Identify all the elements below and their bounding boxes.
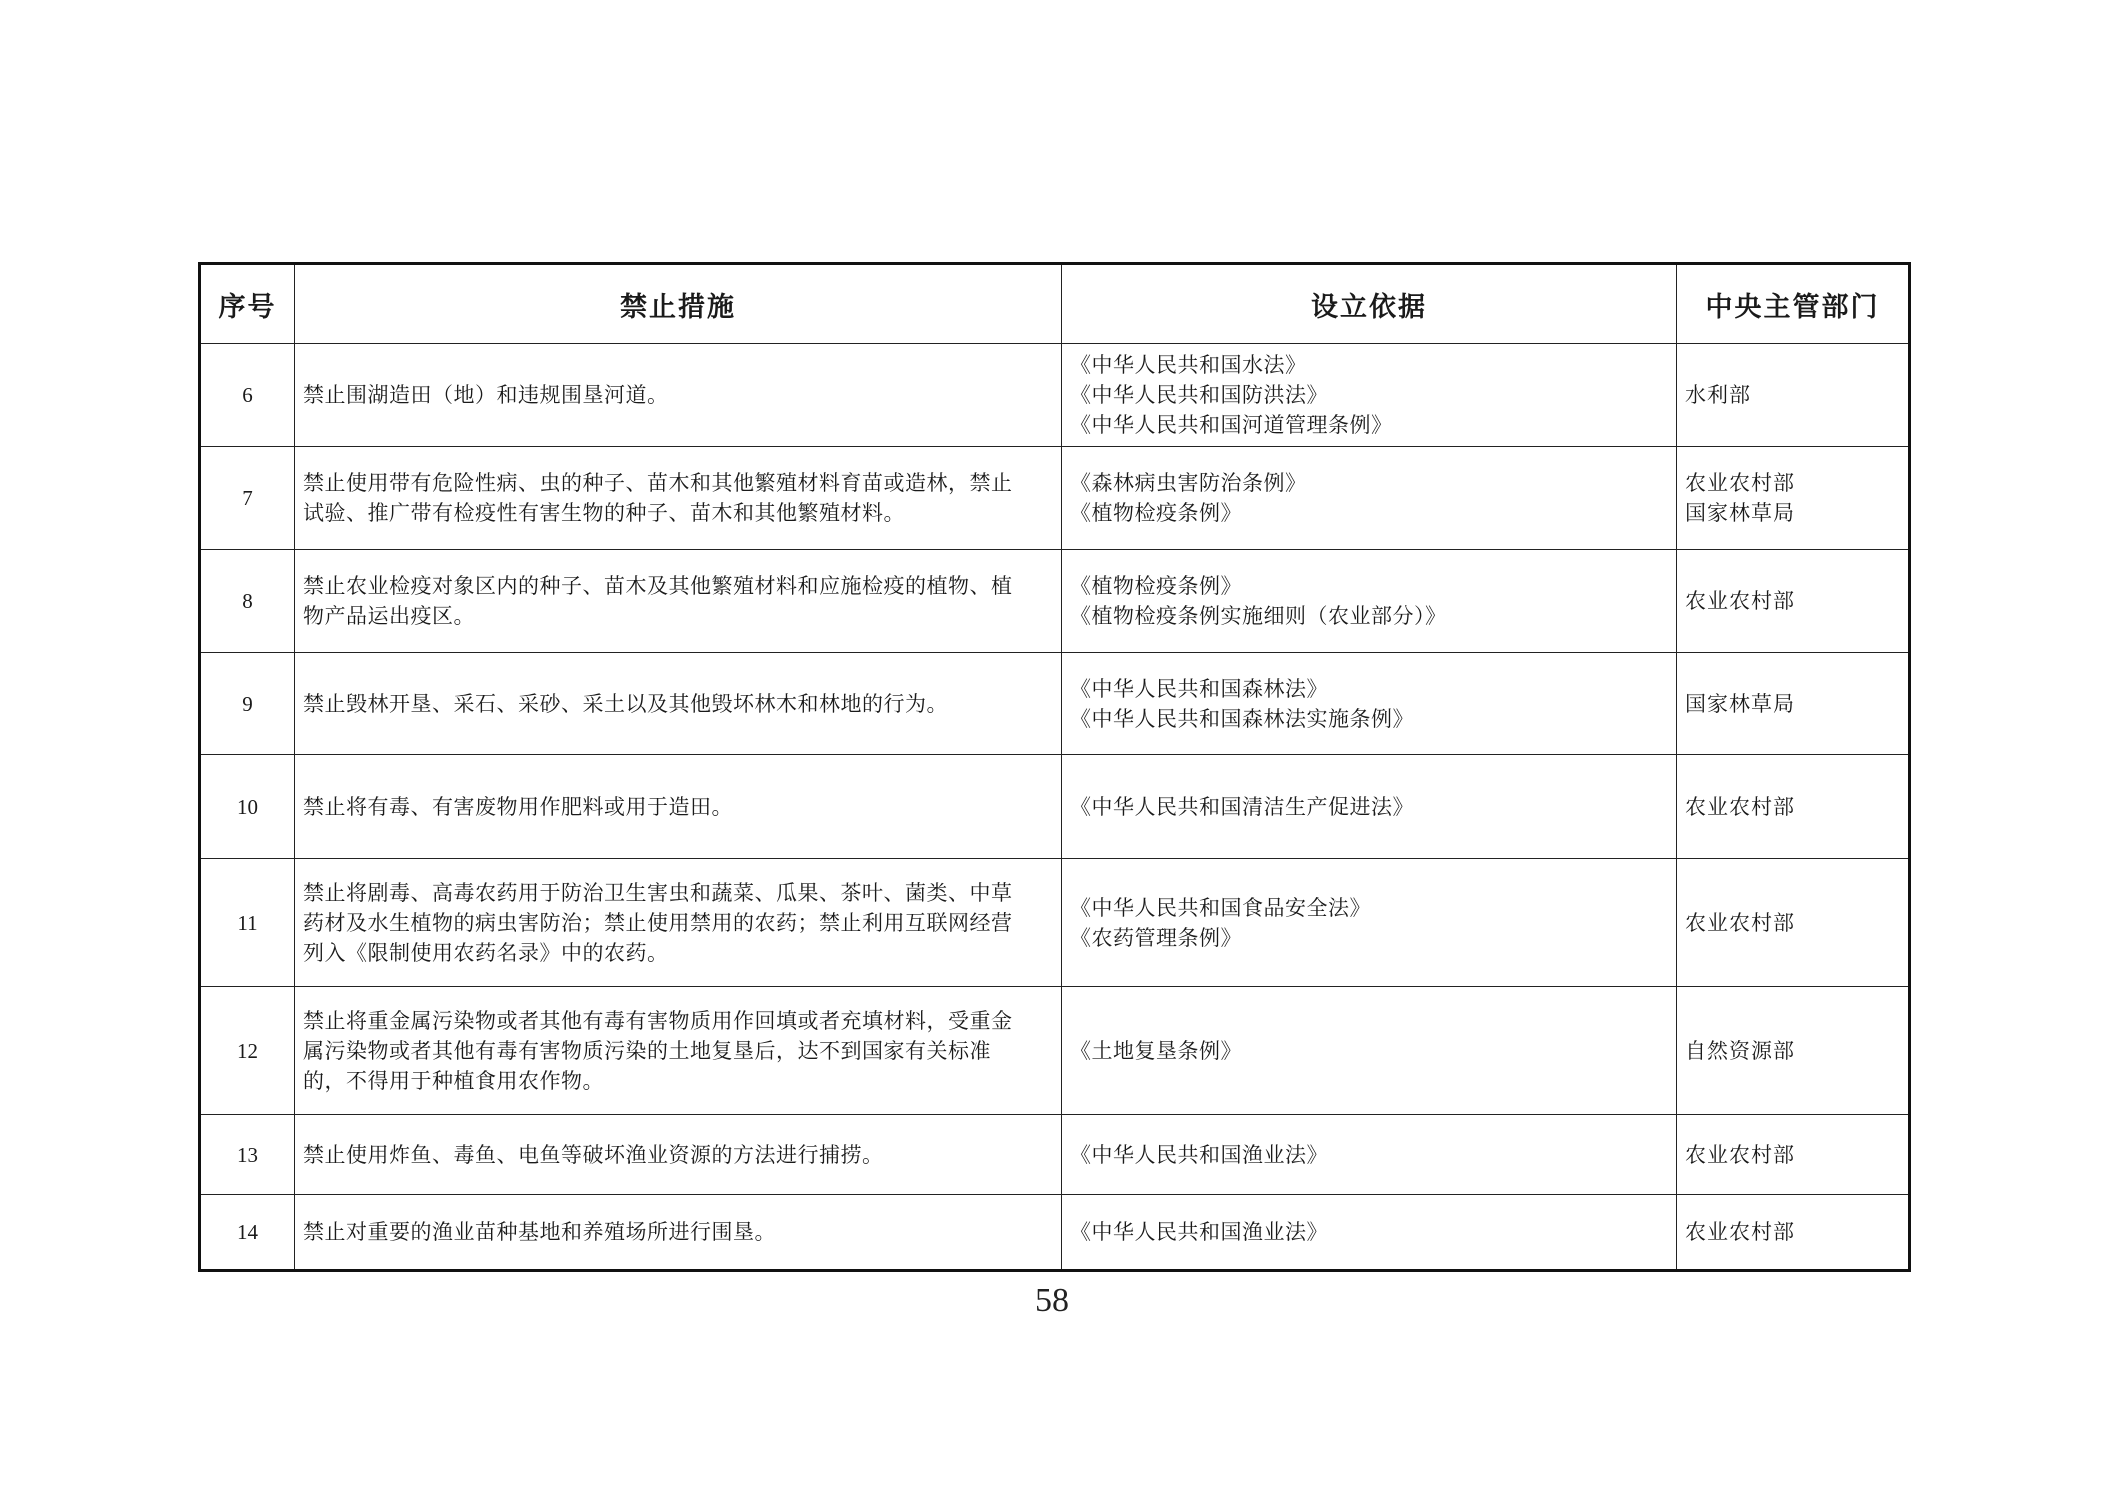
cell-serial-number: 14 <box>200 1195 295 1271</box>
cell-legal-basis <box>1062 1195 1677 1271</box>
measure-line: 属污染物或者其他有毒有害物质污染的土地复垦后，达不到国家有关标准 <box>303 1038 991 1063</box>
measure-line: 禁止毁林开垦、采石、采砂、采土以及其他毁坏林木和林地的行为。 <box>303 691 948 716</box>
table-row <box>200 1195 1910 1271</box>
basis-line: 《中华人民共和国防洪法》 <box>1070 383 1328 407</box>
table-row <box>200 447 1910 550</box>
cell-central-department <box>1677 859 1910 987</box>
department-line: 国家林草局 <box>1685 501 1795 525</box>
cell-prohibition-measure <box>295 1115 1062 1195</box>
department-line: 农业农村部 <box>1685 1220 1795 1244</box>
cell-prohibition-measure <box>295 447 1062 550</box>
cell-central-department <box>1677 550 1910 653</box>
cell-prohibition-measure <box>295 653 1062 755</box>
cell-central-department <box>1677 1195 1910 1271</box>
cell-serial-number: 10 <box>200 755 295 859</box>
basis-line: 《植物检疫条例》 <box>1070 501 1242 525</box>
department-line: 农业农村部 <box>1685 794 1795 819</box>
header-legal-basis: 设立依据 <box>1062 264 1677 344</box>
cell-legal-basis <box>1062 755 1677 859</box>
cell-prohibition-measure <box>295 344 1062 447</box>
department-line: 农业农村部 <box>1685 589 1795 613</box>
table-body <box>200 344 1910 1271</box>
basis-line: 《中华人民共和国森林法实施条例》 <box>1070 706 1414 731</box>
table-row <box>200 859 1910 987</box>
cell-serial-number: 12 <box>200 987 295 1115</box>
cell-serial-number: 9 <box>200 653 295 755</box>
cell-central-department <box>1677 653 1910 755</box>
cell-serial-number: 8 <box>200 550 295 653</box>
cell-prohibition-measure <box>295 859 1062 987</box>
basis-line: 《植物检疫条例》 <box>1070 574 1242 598</box>
page-number: 58 <box>1035 1282 1069 1319</box>
cell-legal-basis <box>1062 859 1677 987</box>
cell-central-department <box>1677 1115 1910 1195</box>
measure-line: 物产品运出疫区。 <box>303 604 475 628</box>
department-line: 国家林草局 <box>1685 691 1795 716</box>
table-row <box>200 653 1910 755</box>
table-row <box>200 344 1910 447</box>
measure-line: 禁止围湖造田（地）和违规围垦河道。 <box>303 383 669 407</box>
basis-line: 《中华人民共和国食品安全法》 <box>1070 895 1371 920</box>
measure-line: 禁止将剧毒、高毒农药用于防治卫生害虫和蔬菜、瓜果、茶叶、菌类、中草 <box>303 880 1013 905</box>
table-row <box>200 1115 1910 1195</box>
measure-line: 禁止农业检疫对象区内的种子、苗木及其他繁殖材料和应施检疫的植物、植 <box>303 574 1013 598</box>
cell-legal-basis <box>1062 550 1677 653</box>
table-row <box>200 550 1910 653</box>
header-central-department: 中央主管部门 <box>1677 264 1910 344</box>
cell-serial-number: 6 <box>200 344 295 447</box>
cell-prohibition-measure <box>295 550 1062 653</box>
cell-serial-number: 13 <box>200 1115 295 1195</box>
measure-line: 禁止将重金属污染物或者其他有毒有害物质用作回填或者充填材料，受重金 <box>303 1008 1013 1033</box>
cell-central-department <box>1677 755 1910 859</box>
cell-legal-basis <box>1062 1115 1677 1195</box>
measure-line: 禁止对重要的渔业苗种基地和养殖场所进行围垦。 <box>303 1220 776 1244</box>
cell-prohibition-measure <box>295 987 1062 1115</box>
table-header-row <box>200 264 1910 344</box>
basis-line: 《中华人民共和国水法》 <box>1070 353 1307 377</box>
basis-line: 《中华人民共和国河道管理条例》 <box>1070 413 1393 437</box>
cell-prohibition-measure <box>295 755 1062 859</box>
basis-line: 《植物检疫条例实施细则（农业部分）》 <box>1070 604 1447 628</box>
cell-central-department <box>1677 987 1910 1115</box>
table-row <box>200 755 1910 859</box>
header-serial-number: 序号 <box>200 264 295 344</box>
cell-serial-number: 7 <box>200 447 295 550</box>
measure-line: 禁止将有毒、有害废物用作肥料或用于造田。 <box>303 794 733 819</box>
table-row <box>200 987 1910 1115</box>
prohibition-measures-table <box>198 262 1911 1272</box>
cell-legal-basis <box>1062 653 1677 755</box>
department-line: 水利部 <box>1685 383 1751 407</box>
basis-line: 《中华人民共和国森林法》 <box>1070 676 1328 701</box>
cell-central-department <box>1677 344 1910 447</box>
basis-line: 《森林病虫害防治条例》 <box>1070 471 1307 495</box>
measure-line: 禁止使用带有危险性病、虫的种子、苗木和其他繁殖材料育苗或造林，禁止 <box>303 471 1013 495</box>
cell-legal-basis <box>1062 344 1677 447</box>
department-line: 农业农村部 <box>1685 1142 1795 1167</box>
measure-line: 试验、推广带有检疫性有害生物的种子、苗木和其他繁殖材料。 <box>303 501 905 525</box>
header-prohibition-measure: 禁止措施 <box>295 264 1062 344</box>
basis-line: 《农药管理条例》 <box>1070 925 1242 950</box>
measure-line: 药材及水生植物的病虫害防治；禁止使用禁用的农药；禁止利用互联网经营 <box>303 910 1013 935</box>
cell-legal-basis <box>1062 987 1677 1115</box>
department-line: 自然资源部 <box>1685 1038 1795 1063</box>
basis-line: 《中华人民共和国渔业法》 <box>1070 1220 1328 1244</box>
measure-line: 禁止使用炸鱼、毒鱼、电鱼等破坏渔业资源的方法进行捕捞。 <box>303 1142 884 1167</box>
cell-prohibition-measure <box>295 1195 1062 1271</box>
basis-line: 《土地复垦条例》 <box>1070 1038 1242 1063</box>
basis-line: 《中华人民共和国清洁生产促进法》 <box>1070 794 1414 819</box>
measure-line: 的，不得用于种植食用农作物。 <box>303 1068 604 1093</box>
cell-legal-basis <box>1062 447 1677 550</box>
cell-serial-number: 11 <box>200 859 295 987</box>
measure-line: 列入《限制使用农药名录》中的农药。 <box>303 940 669 965</box>
department-line: 农业农村部 <box>1685 910 1795 935</box>
basis-line: 《中华人民共和国渔业法》 <box>1070 1142 1328 1167</box>
department-line: 农业农村部 <box>1685 471 1795 495</box>
cell-central-department <box>1677 447 1910 550</box>
